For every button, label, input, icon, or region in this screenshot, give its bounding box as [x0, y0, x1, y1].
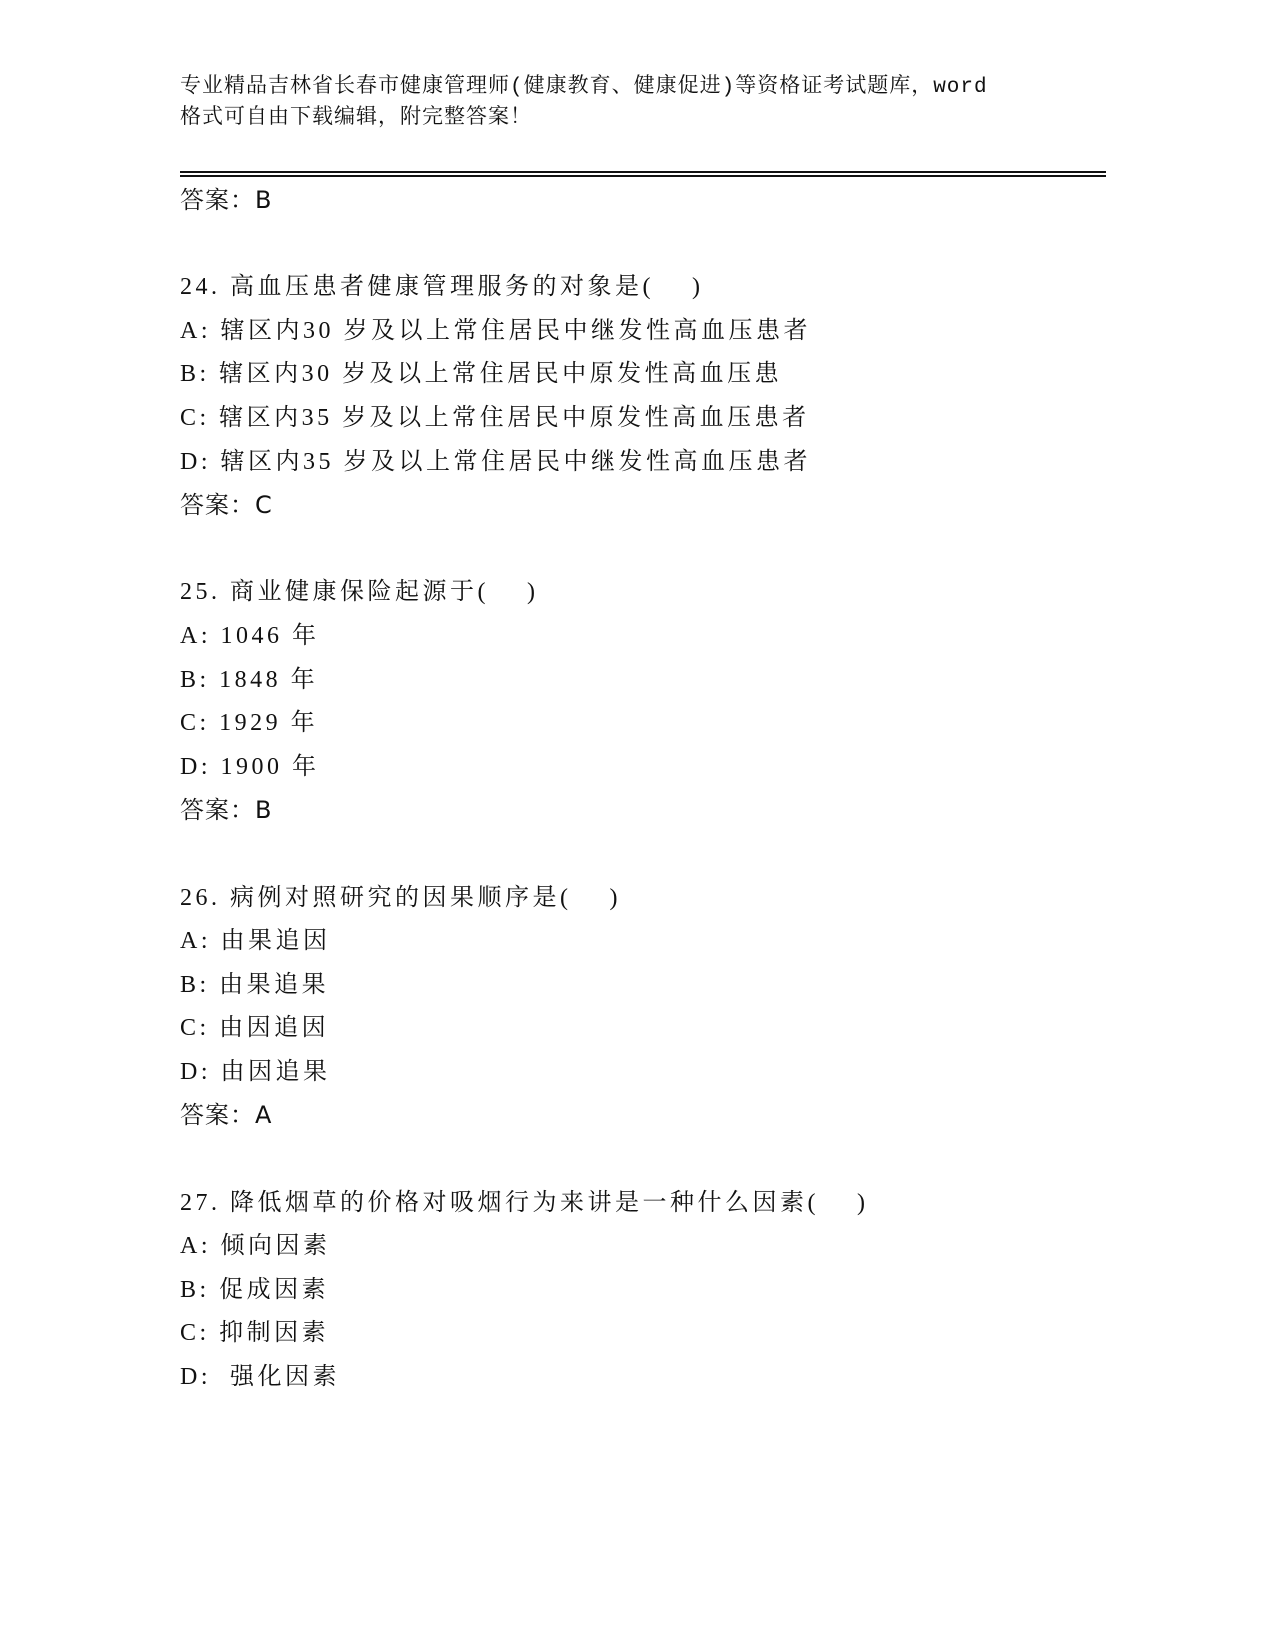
option-a: A: 倾向因素 [180, 1233, 331, 1260]
question-text: 25. 商业健康保险起源于( ) [180, 579, 539, 606]
option-c: C: 由因追因 [180, 1015, 330, 1042]
header-line-2: 格式可自由下载编辑，附完整答案！ [180, 107, 532, 130]
header-line-1: 专业精品吉林省长春市健康管理师(健康教育、健康促进)等资格证考试题库，word [180, 76, 988, 99]
option-d: D: 辖区内35 岁及以上常住居民中继发性高血压患者 [180, 448, 811, 475]
answer-line: 答案：B [180, 796, 273, 825]
option-a: A: 由果追因 [180, 928, 331, 955]
option-d: D: 由因追果 [180, 1058, 331, 1085]
question-text: 24. 高血压患者健康管理服务的对象是( ) [180, 274, 704, 301]
question-text: 26. 病例对照研究的因果顺序是( ) [180, 884, 621, 911]
option-d: D: 强化因素 [180, 1364, 340, 1391]
option-c: C: 辖区内35 岁及以上常住居民中原发性高血压患者 [180, 404, 810, 431]
header-rule-bottom [180, 175, 1106, 177]
option-b: B: 促成因素 [180, 1276, 330, 1303]
blank-line [180, 833, 1080, 877]
option-b: B: 由果追果 [180, 971, 330, 998]
answer-line: 答案：A [180, 1101, 273, 1130]
blank-line [180, 1138, 1080, 1182]
option-c: C: 抑制因素 [180, 1320, 330, 1347]
option-c: C: 1929 年 [180, 710, 319, 737]
option-a: A: 1046 年 [180, 622, 320, 649]
answer-line: 答案：B [180, 186, 273, 214]
option-d: D: 1900 年 [180, 753, 320, 780]
blank-line [180, 528, 1080, 572]
question-list [180, 179, 1080, 1400]
answer-line: 答案：C [180, 491, 273, 520]
blank-line [180, 223, 1080, 267]
question-text: 27. 降低烟草的价格对吸烟行为来讲是一种什么因素( ) [180, 1189, 869, 1216]
document-header [180, 72, 1060, 134]
option-a: A: 辖区内30 岁及以上常住居民中继发性高血压患者 [180, 317, 811, 344]
option-b: B: 辖区内30 岁及以上常住居民中原发性高血压患 [180, 361, 783, 388]
option-b: B: 1848 年 [180, 666, 319, 693]
header-rule-top [180, 171, 1106, 173]
